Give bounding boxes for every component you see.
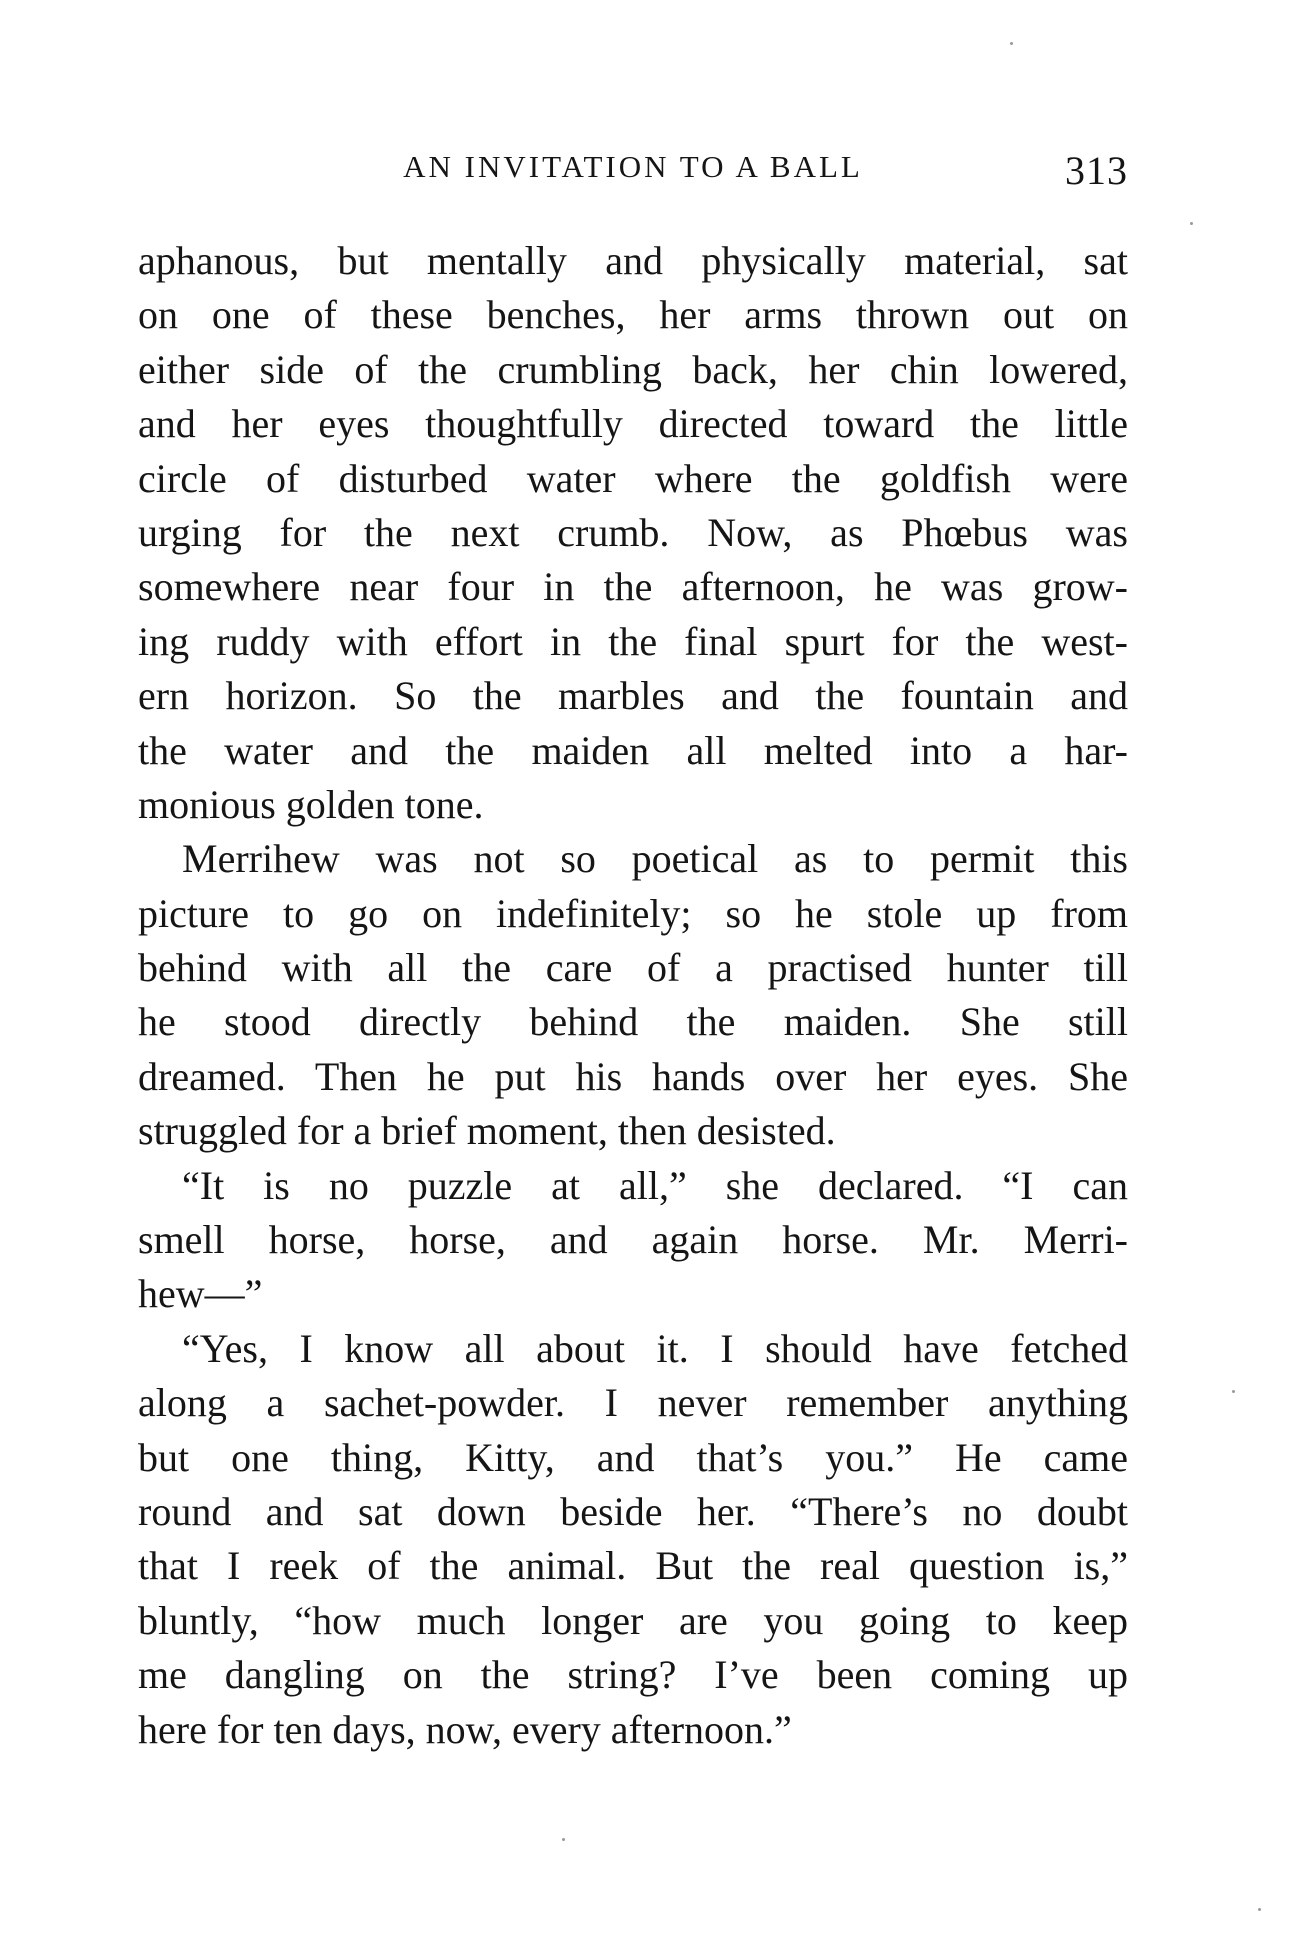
body-text <box>138 234 1128 1757</box>
text-line: somewhere near four in the afternoon, he was grow- <box>138 564 1128 610</box>
scan-speck <box>562 1838 565 1841</box>
page-number: 313 <box>1065 148 1128 193</box>
text-line: that I reek of the animal. But the real question is,” <box>138 1543 1128 1589</box>
text-line: struggled for a brief moment, then desisted. <box>138 1108 836 1154</box>
text-line: the water and the maiden all melted into a har- <box>138 727 1128 773</box>
text-line: circle of disturbed water where the goldfish were <box>138 455 1128 501</box>
running-head <box>138 142 1128 192</box>
scan-speck <box>1190 222 1193 225</box>
text-line: monious golden tone. <box>138 781 484 827</box>
text-line: along a sachet-powder. I never remember anything <box>138 1380 1128 1426</box>
text-line: behind with all the care of a practised hunter till <box>138 945 1128 991</box>
text-line: ern horizon. So the marbles and the fountain and <box>138 673 1128 719</box>
text-line: me dangling on the string? I’ve been coming up <box>138 1652 1128 1698</box>
text-line: he stood directly behind the maiden. She still <box>138 999 1128 1045</box>
text-line: aphanous, but mentally and physically material, sat <box>138 238 1128 283</box>
text-line: “It is no puzzle at all,” she declared. “I can <box>182 1162 1128 1208</box>
scan-speck <box>1258 1908 1261 1911</box>
paragraph <box>138 832 1128 1158</box>
scan-speck <box>1232 1390 1235 1393</box>
text-line: hew—” <box>138 1271 263 1317</box>
text-line: and her eyes thoughtfully directed toward the little <box>138 401 1128 447</box>
running-title: AN INVITATION TO A BALL <box>403 149 863 184</box>
text-line: “Yes, I know all about it. I should have fetched <box>182 1325 1128 1371</box>
text-line: smell horse, horse, and again horse. Mr. Merri- <box>138 1217 1128 1263</box>
text-line: but one thing, Kitty, and that’s you.” He came <box>138 1434 1128 1480</box>
text-line: Merrihew was not so poetical as to permit this <box>182 836 1128 882</box>
text-line: either side of the crumbling back, her chin lowered, <box>138 346 1128 392</box>
text-line: dreamed. Then he put his hands over her eyes. She <box>138 1053 1128 1099</box>
text-line: round and sat down beside her. “There’s no doubt <box>138 1488 1128 1534</box>
paragraph <box>138 1159 1128 1322</box>
paragraph <box>138 1322 1128 1757</box>
text-line: urging for the next crumb. Now, as Phœbus was <box>138 509 1128 555</box>
paragraph <box>138 234 1128 832</box>
scan-speck <box>1010 42 1013 45</box>
text-line: on one of these benches, her arms thrown out on <box>138 292 1128 338</box>
text-line: picture to go on indefinitely; so he stole up from <box>138 890 1128 936</box>
text-line: ing ruddy with effort in the final spurt for the west- <box>138 618 1128 664</box>
text-line: bluntly, “how much longer are you going to keep <box>138 1597 1128 1643</box>
text-line: here for ten days, now, every afternoon.” <box>138 1706 792 1752</box>
